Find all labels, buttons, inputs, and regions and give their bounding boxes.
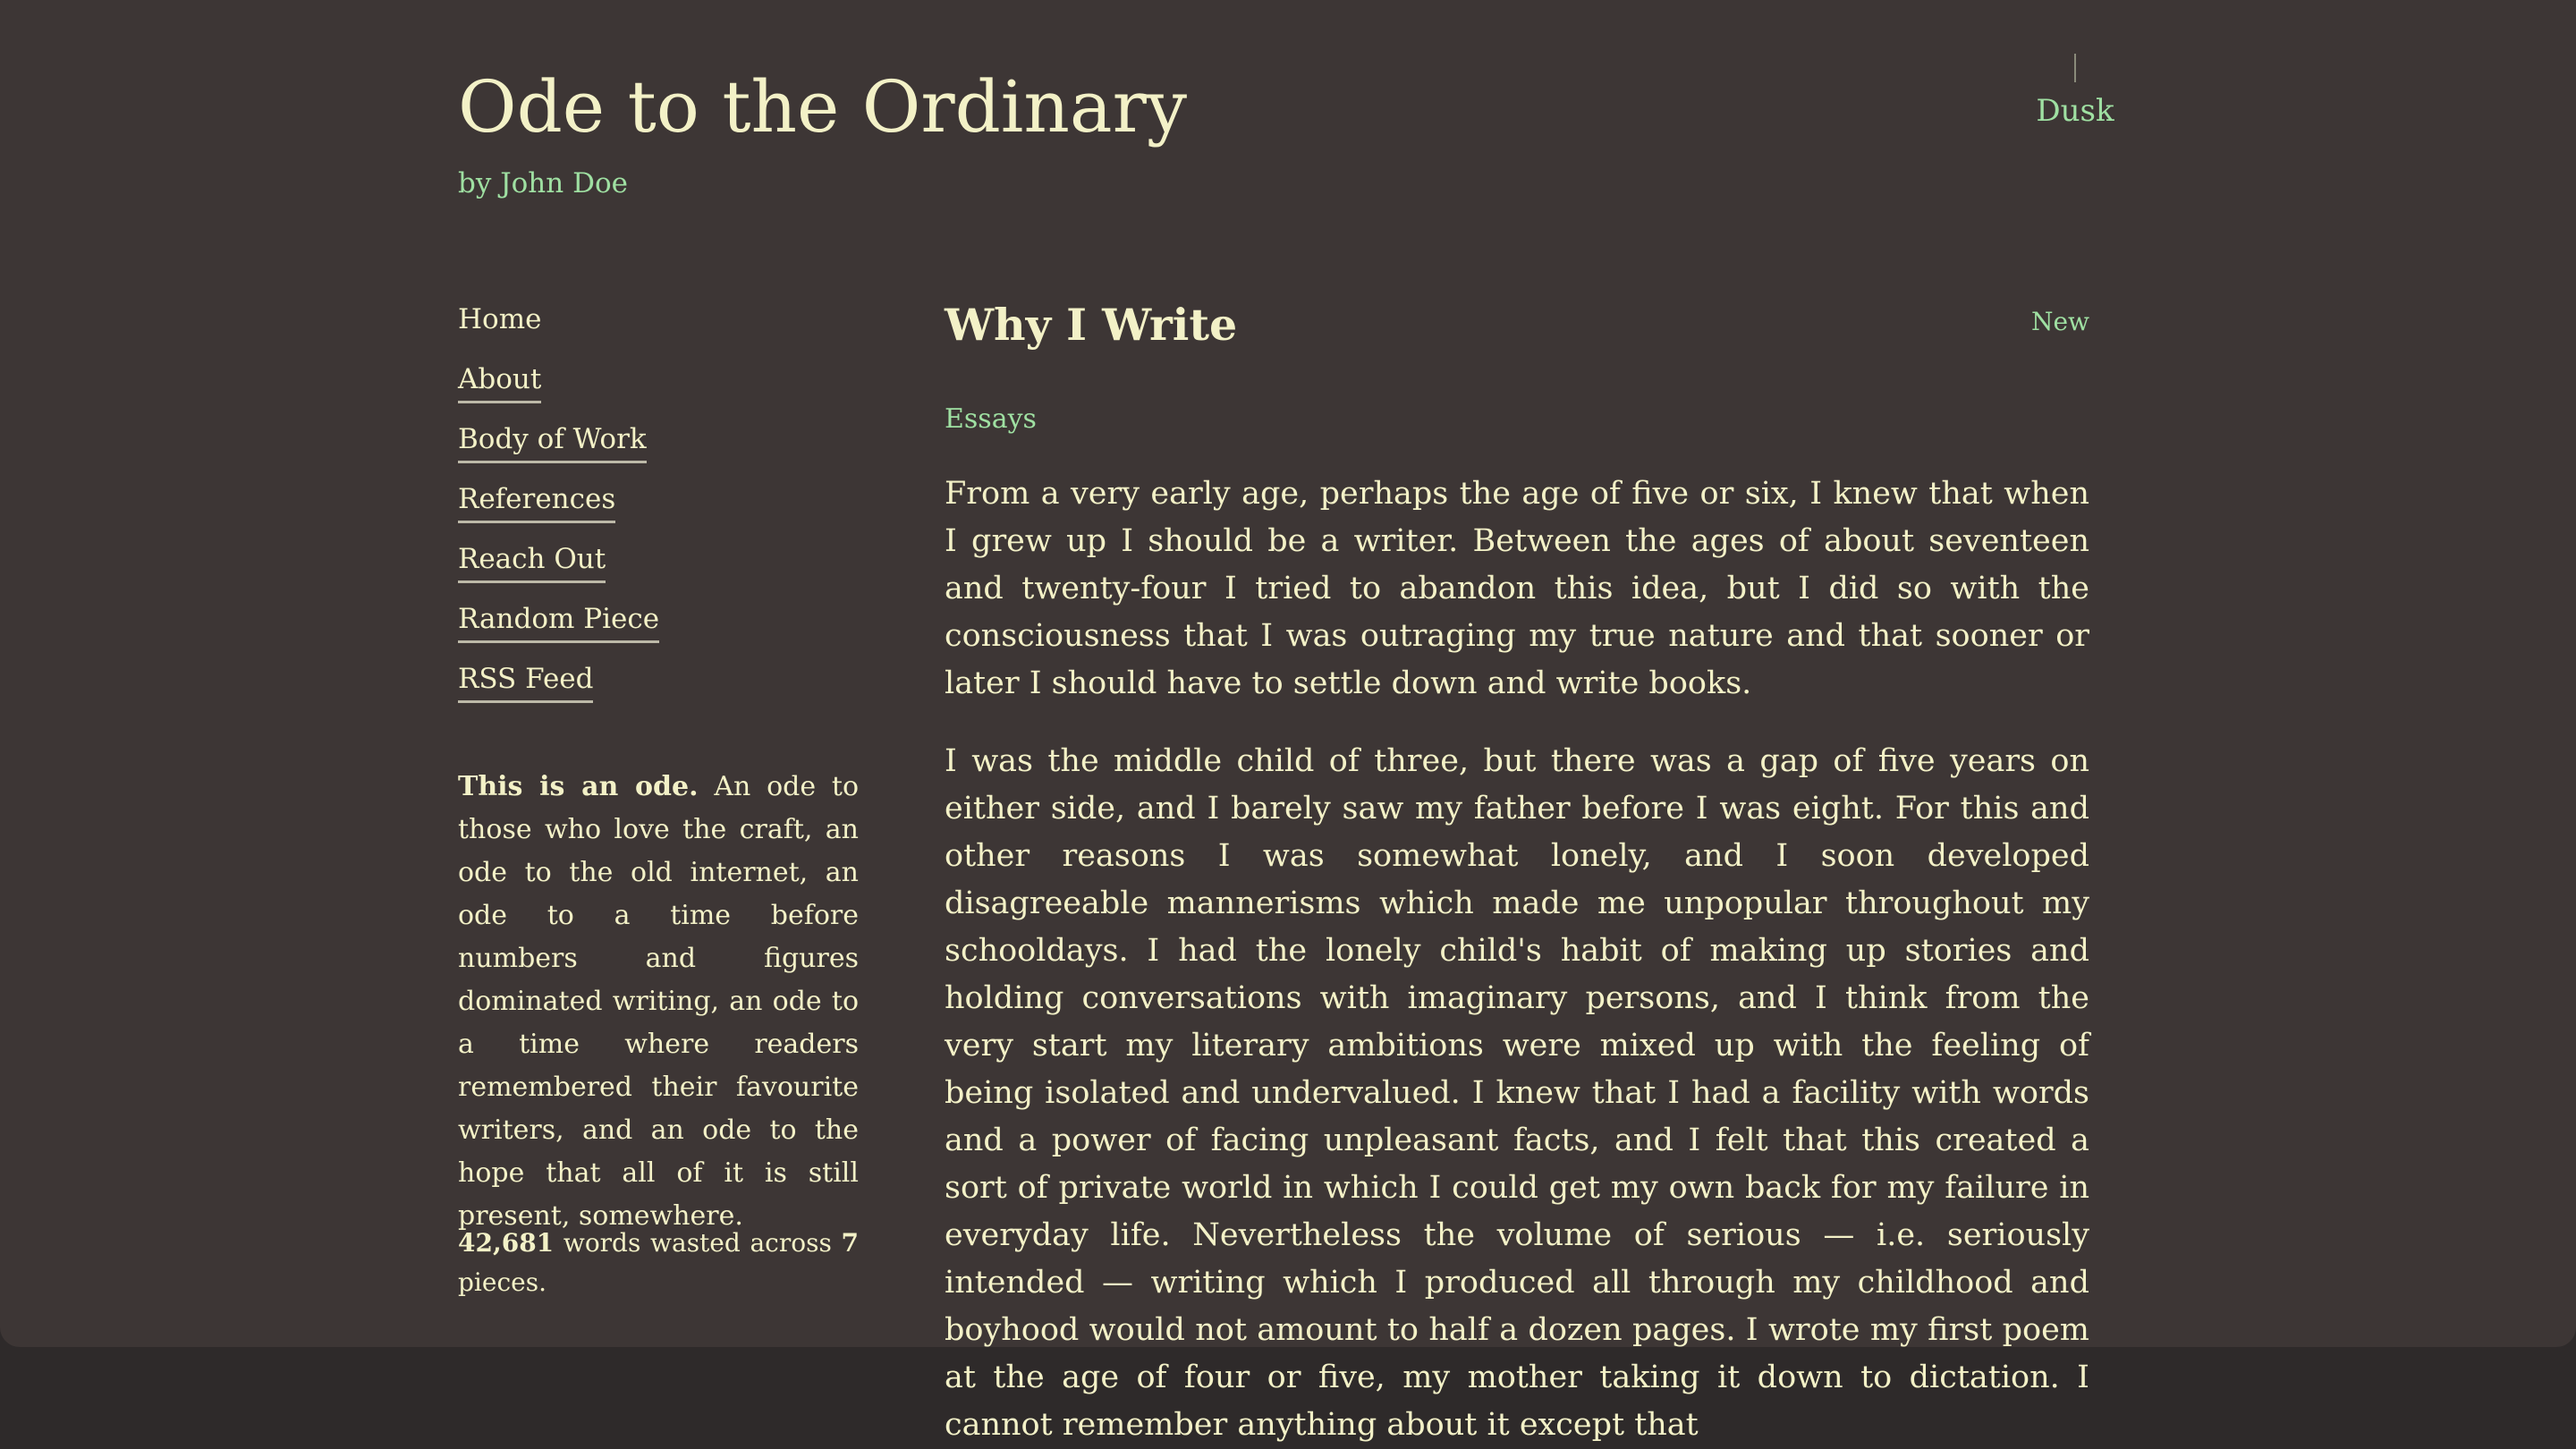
nav-item-home[interactable]: Home xyxy=(458,303,542,335)
new-badge: New xyxy=(2030,307,2089,336)
sidebar-intro xyxy=(458,766,859,1238)
nav-item-body-of-work[interactable]: Body of Work xyxy=(458,419,647,463)
nav-item-about[interactable]: About xyxy=(458,360,541,403)
stats-middle: words wasted across xyxy=(554,1228,842,1258)
nav-item-rss-feed[interactable]: RSS Feed xyxy=(458,659,593,703)
article-paragraph: I was the middle child of three, but there was a gap of five years on either side, and I barely saw my father before I was eight. For this and other reasons I was somewhat lonely, and I soon developed disagreeable mannerisms which made me unpopular throughout my schooldays. I had the lonely child's habit of making up stories and holding conversations with imaginary persons, and I think from the very start my literary ambitions were mixed up with the feeling of being isolated and undervalued. I knew that I had a facility with words and a power of facing unpleasant facts, and I felt that this created a sort of private world in which I could get my own back for my failure in everyday life. Nevertheless the volume of serious — i.e. seriously intended — writing which I produced all through my childhood and boyhood would not amount to half a dozen pages. I wrote my first poem at the age of four or five, my mother taking it down to dictation. I cannot remember anything about it except that xyxy=(945,743,2089,1443)
piece-count: 7 xyxy=(841,1228,859,1258)
category-link[interactable]: Essays xyxy=(945,403,1037,435)
theme-divider xyxy=(2074,54,2076,82)
site-title[interactable]: Ode to the Ordinary xyxy=(458,65,1188,148)
intro-text: An ode to those who love the craft, an ode to the old internet, an ode to a time before numbers and figures dominated writing, an ode to a time where readers remembered their favourite writers, and an ode to the hope that all of it is still present, somewhere. xyxy=(458,771,860,1232)
article-paragraph: From a very early age, perhaps the age of five or six, I knew that when I grew up I should be a writer. Between the ages of about seventeen and twenty-four I tried to abandon this idea, but I did so with the consciousness that I was outraging my true nature and that sooner or later I should have to settle down and write books. xyxy=(945,476,2089,701)
word-count: 42,681 xyxy=(458,1228,555,1258)
nav-item-references[interactable]: References xyxy=(458,479,615,523)
theme-toggle[interactable] xyxy=(2017,52,2133,138)
theme-toggle-label[interactable]: Dusk xyxy=(2036,93,2114,129)
intro-bold: This is an ode. xyxy=(458,771,699,802)
nav-item-reach-out[interactable]: Reach Out xyxy=(458,539,606,583)
word-stats xyxy=(458,1224,859,1302)
article-title: Why I Write xyxy=(945,299,1238,351)
nav-item-random-piece[interactable]: Random Piece xyxy=(458,599,659,643)
site-author: by John Doe xyxy=(458,167,628,199)
stats-end: pieces. xyxy=(458,1267,547,1297)
